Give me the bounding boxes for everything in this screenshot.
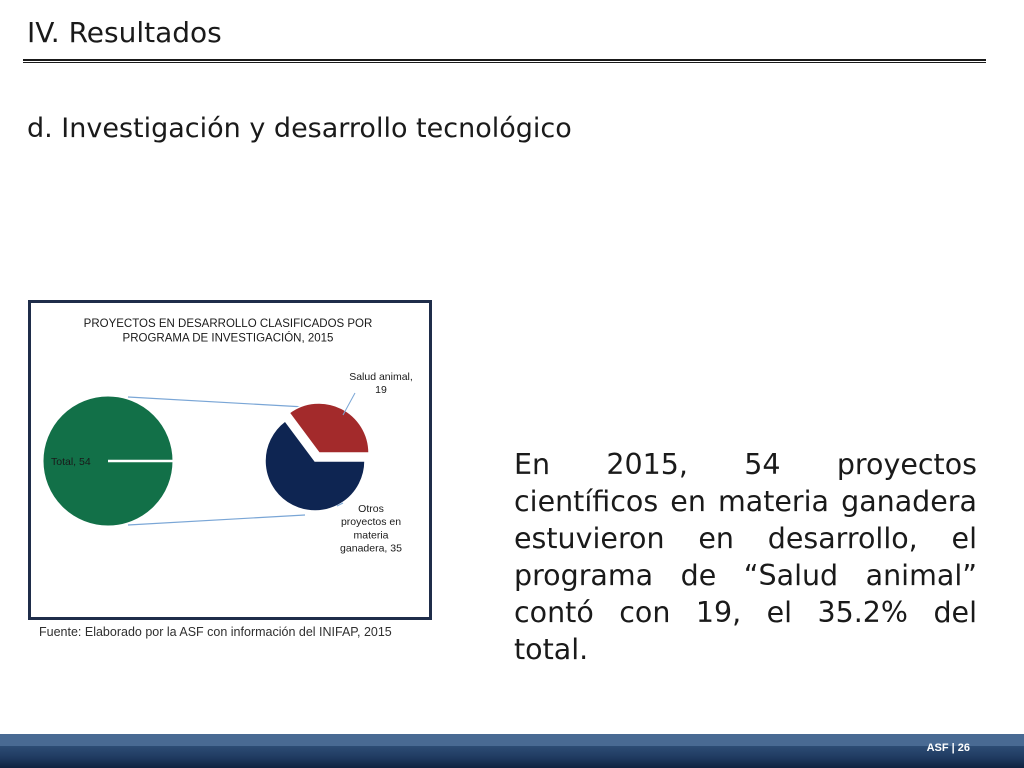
source-note: Fuente: Elaborado por la ASF con información del INIFAP, 2015 <box>39 625 392 639</box>
section-title: IV. Resultados <box>27 16 222 49</box>
total-label: Total, 54 <box>51 456 91 468</box>
pie-of-pie-chart <box>31 303 429 617</box>
chart-title: PROYECTOS EN DESARROLLO CLASIFICADOS POR PROGRAMA DE INVESTIGACIÓN, 2015 <box>83 318 373 345</box>
connector-line-top <box>128 397 305 407</box>
footer-bar <box>0 734 1024 768</box>
title-divider <box>23 59 986 63</box>
connector-line-bottom <box>128 515 305 525</box>
summary-paragraph: En 2015, 54 proyectos científicos en materia ganadera estuvieron en desarrollo, el programa de “Salud animal” contó con 19, el 35.2% del total. <box>514 448 977 666</box>
otros-proyectos-label: Otros proyectos en materia ganadera, 35 <box>340 503 402 555</box>
salud-animal-label: Salud animal, 19 <box>349 371 413 397</box>
subsection-title: d. Investigación y desarrollo tecnológico <box>27 113 572 144</box>
pie-chart-panel <box>28 300 432 620</box>
salud-animal-leader <box>343 393 355 415</box>
footer-page-label: ASF | 26 <box>926 742 970 754</box>
